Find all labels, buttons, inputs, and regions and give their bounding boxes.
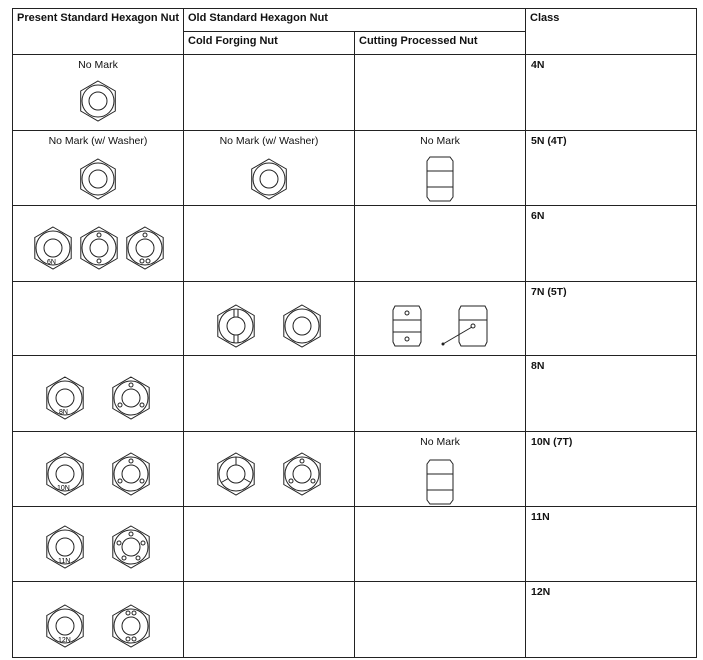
table-row [13,432,697,507]
cutting-mark-label: No Mark [420,135,460,147]
cold-mark-label: No Mark (w/ Washer) [219,135,319,147]
present-cell [13,55,184,131]
nut-stamp-text: 12N [58,637,71,644]
table-row [13,131,697,206]
table-row [13,206,697,282]
hex-nut-8n-icons [13,356,183,430]
hex-nut-three-dot-icon [113,453,149,495]
table-row [13,356,697,432]
nut-stamp-text: 11N [58,558,71,565]
hex-nut-four-dot-icon [113,605,149,647]
cutting-cell [355,582,526,658]
hex-nut-7n-cold-icons [184,282,354,354]
hex-nut-10n-icons [13,432,183,504]
table-row [13,507,697,582]
hex-nut-stamped-11n-icon [47,526,83,568]
hex-nut-three-slot-icon [218,453,254,495]
hex-nut-10n-cold-icons [184,432,354,504]
cutting-cell [355,282,526,356]
table-row [13,582,697,658]
cold-forging-cell [184,507,355,582]
nut-stamp-text: 10N [57,485,70,492]
class-value: 7N (5T) [526,282,697,356]
present-cell [13,582,184,658]
hex-nut-stamped-6n-icon [35,227,71,269]
present-cell [13,356,184,432]
hex-nut-plain-icon [284,305,320,347]
cold-forging-cell [184,131,355,206]
header-cutting-processed: Cutting Processed Nut [355,32,526,55]
hex-nut-side-view-icon [355,450,525,506]
hex-nut-11n-icons [13,507,183,580]
cutting-cell [355,55,526,131]
cutting-cell [355,507,526,582]
hex-nut-plain-icon [13,73,183,129]
nut-stamp-text: 6N [47,259,56,266]
cutting-mark-label: No Mark [420,436,460,448]
present-mark-label: No Mark (w/ Washer) [48,135,148,147]
hex-nut-three-dot-icon [284,453,320,495]
hex-nut-slot-mark-icon [218,305,254,347]
hex-nut-three-dot-icon [113,377,149,419]
present-cell [13,131,184,206]
cutting-cell [355,131,526,206]
hex-nut-class-table [12,8,697,658]
hex-nut-side-dots-icon [393,306,421,346]
hex-nut-6n-icons [13,206,183,280]
cutting-cell [355,206,526,282]
table-row [13,282,697,356]
cold-forging-cell [184,55,355,131]
hex-nut-dot-mark-icon [81,227,117,269]
header-cold-forging: Cold Forging Nut [184,32,355,55]
hex-nut-side-dot-pointer-icon [442,306,488,346]
hex-nut-washer-icon [13,149,183,205]
hex-nut-five-dot-icon [113,526,149,568]
header-old-standard: Old Standard Hexagon Nut [184,9,526,32]
hex-nut-12n-icons [13,582,183,656]
hex-nut-stamped-12n-icon [47,605,83,647]
present-cell [13,432,184,507]
cold-forging-cell [184,282,355,356]
class-value: 11N [526,507,697,582]
header-class: Class [526,9,697,55]
cold-forging-cell [184,206,355,282]
hex-nut-stamped-8n-icon [47,377,83,419]
cold-forging-cell [184,582,355,658]
cold-forging-cell [184,356,355,432]
cutting-cell [355,356,526,432]
class-value: 12N [526,582,697,658]
class-value: 6N [526,206,697,282]
hex-nut-stamped-10n-icon [47,453,83,495]
class-value: 4N [526,55,697,131]
header-present-standard: Present Standard Hexagon Nut [13,9,184,55]
hex-nut-dot-mark-icon [127,227,163,269]
present-cell [13,507,184,582]
present-cell [13,282,184,356]
present-mark-label: No Mark [78,59,118,71]
class-value: 5N (4T) [526,131,697,206]
hex-nut-7n-cutting-icons [355,282,525,354]
cold-forging-cell [184,432,355,507]
table-row [13,55,697,131]
class-value: 8N [526,356,697,432]
nut-stamp-text: 8N [59,409,68,416]
class-value: 10N (7T) [526,432,697,507]
hex-nut-side-view-icon [355,149,525,205]
present-cell [13,206,184,282]
hex-nut-washer-icon [184,149,354,205]
cutting-cell [355,432,526,507]
